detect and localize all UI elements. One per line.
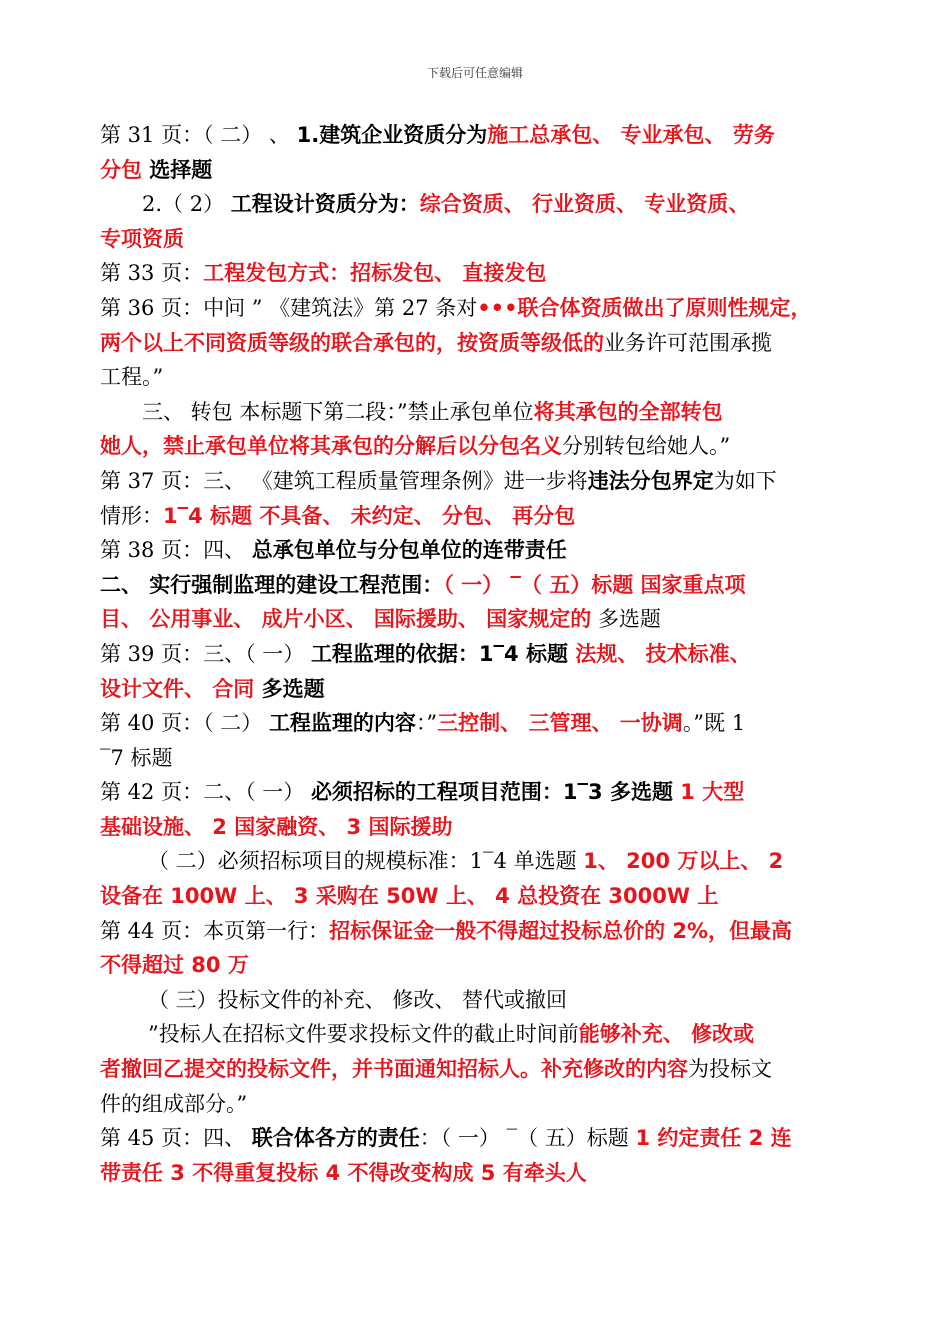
text-line [100, 741, 852, 776]
bold-text: 工程监理的依据：1‾4 标题 [310, 641, 576, 666]
highlighted-text: 设备在 100W 上、 3 采购在 50W 上、 4 总投资在 3000W 上 [100, 884, 719, 909]
text-line [100, 153, 852, 188]
body-text: 业务许可范围承揽 [604, 330, 772, 355]
bold-text: 总承包单位与分包单位的连带责任 [251, 538, 567, 563]
text-line [100, 775, 852, 810]
highlighted-text: 1‾4 标题 不具备、 未约定、 分包、 再分包 [163, 503, 576, 528]
text-line [100, 360, 852, 395]
body-text: 多选题 [591, 607, 661, 632]
body-text: 为投标文 [688, 1057, 772, 1082]
body-text: 第 45 页：四、 [100, 1126, 252, 1151]
text-line [100, 533, 852, 568]
text-line [100, 879, 852, 914]
body-text: 工程。” [100, 365, 164, 390]
bold-text: 必须招标的工程项目范围：1‾3 多选题 [310, 780, 681, 805]
bold-text: 1.建筑企业资质分为 [296, 123, 488, 147]
bold-text: 选择题 [142, 157, 213, 182]
body-text: ‾7 标题 [100, 745, 173, 770]
text-line [100, 672, 852, 707]
highlighted-text: 两个以上不同资质等级的联合承包的，按资质等级低的 [100, 330, 604, 355]
text-line [100, 983, 852, 1018]
body-text: 2.（ 2） [142, 192, 231, 217]
highlighted-text: 她人，禁止承包单位将其承包的分解后以分包名义 [100, 434, 562, 459]
highlighted-text: （ 一） ‾（ 五）标题 国家重点项 [443, 572, 746, 597]
highlighted-text: 基础设施、 2 国家融资、 3 国际援助 [100, 814, 453, 839]
highlighted-text: 1、 200 万以上、 2 [583, 849, 784, 874]
text-line [100, 1121, 852, 1156]
text-line [100, 844, 852, 879]
highlighted-text: •••联合体资质做出了原则性规定， [477, 295, 812, 320]
text-line [100, 602, 852, 637]
body-text: ：（ 一） ‾（ 五）标题 [419, 1126, 636, 1151]
body-text: 第 37 页：三、 《建筑工程质量管理条例》进一步将 [100, 468, 588, 493]
body-text: 第 31 页：（ 二） 、 [100, 123, 297, 147]
bold-text: 工程设计资质分为： [230, 192, 420, 217]
text-line [100, 326, 852, 361]
bold-text: 工程监理的内容 [268, 711, 416, 736]
body-text: 第 44 页：本页第一行： [100, 918, 330, 943]
text-line [100, 429, 852, 464]
body-text: 第 42 页：二、（ 一） [100, 780, 311, 805]
highlighted-text: 工程发包方式：招标发包、 直接发包 [203, 261, 547, 286]
highlighted-text: 设计文件、 合同 [100, 676, 255, 701]
body-text: 为如下 [713, 468, 777, 493]
body-text: （ 三）投标文件的补充、 修改、 替代或撤回 [148, 987, 568, 1012]
text-line [100, 1017, 852, 1052]
highlighted-text: 综合资质、 行业资质、 专业资质、 [419, 192, 750, 217]
body-text: （ 二）必须招标项目的规模标准：1‾4 单选题 [148, 849, 584, 874]
bold-text: 二、 实行强制监理的建设工程范围： [100, 572, 444, 597]
highlighted-text: 1 大型 [680, 780, 745, 805]
highlighted-text: 能够补充、 修改或 [578, 1022, 755, 1047]
body-text: 第 39 页：三、（ 一） [100, 641, 311, 666]
text-line [100, 187, 852, 222]
body-text: ”投标人在招标文件要求投标文件的截止时间前 [148, 1022, 579, 1047]
bold-text: 违法分包界定 [587, 468, 714, 493]
highlighted-text: 不得超过 80 万 [100, 953, 249, 978]
text-line [100, 256, 852, 291]
text-line [100, 637, 852, 672]
body-text: ：” [415, 711, 438, 736]
text-line [100, 464, 852, 499]
highlighted-text: 法规、 技术标准、 [575, 641, 751, 666]
body-text: 件的组成部分。” [100, 1091, 248, 1116]
highlighted-text: 三控制、 三管理、 一协调 [437, 711, 683, 736]
body-text: 三、 转包 本标题下第二段：”禁止承包单位 [142, 399, 534, 424]
body-text: 第 40 页：（ 二） [100, 711, 269, 736]
bold-text: 联合体各方的责任 [251, 1126, 420, 1151]
body-text: 。”既 1 [682, 711, 746, 736]
highlighted-text: 将其承包的全部转包 [533, 399, 723, 424]
body-text: 第 36 页：中问 ” 《建筑法》第 27 条对 [100, 295, 478, 320]
text-line [100, 118, 852, 153]
body-text: 第 38 页：四、 [100, 538, 252, 563]
highlighted-text: 带责任 3 不得重复投标 4 不得改变构成 5 有牵头人 [100, 1160, 587, 1185]
text-line [100, 499, 852, 534]
document-body [100, 118, 852, 1190]
text-line [100, 948, 852, 983]
body-text: 情形： [100, 503, 163, 528]
highlighted-text: 分包 [100, 157, 142, 182]
text-line [100, 1087, 852, 1122]
text-line [100, 395, 852, 430]
highlighted-text: 专项资质 [100, 226, 184, 251]
text-line [100, 222, 852, 257]
highlighted-text: 目、 公用事业、 成片小区、 国际援助、 国家规定的 [100, 607, 592, 632]
bold-text: 多选题 [254, 676, 325, 701]
text-line [100, 568, 852, 603]
text-line [100, 810, 852, 845]
page-header: 下载后可任意编辑 [426, 66, 523, 80]
text-line [100, 291, 852, 326]
text-line [100, 1156, 852, 1191]
highlighted-text: 施工总承包、 专业承包、 劳务 [487, 123, 775, 147]
text-line [100, 1052, 852, 1087]
text-line [100, 914, 852, 949]
highlighted-text: 招标保证金一般不得超过投标总价的 2%，但最高 [329, 918, 793, 943]
text-line [100, 706, 852, 741]
highlighted-text: 者撤回乙提交的投标文件，并书面通知招标人。补充修改的内容 [100, 1057, 688, 1082]
body-text: 第 33 页： [100, 261, 204, 286]
highlighted-text: 1 约定责任 2 连 [635, 1126, 792, 1151]
body-text: 分别转包给她人。” [562, 434, 731, 459]
